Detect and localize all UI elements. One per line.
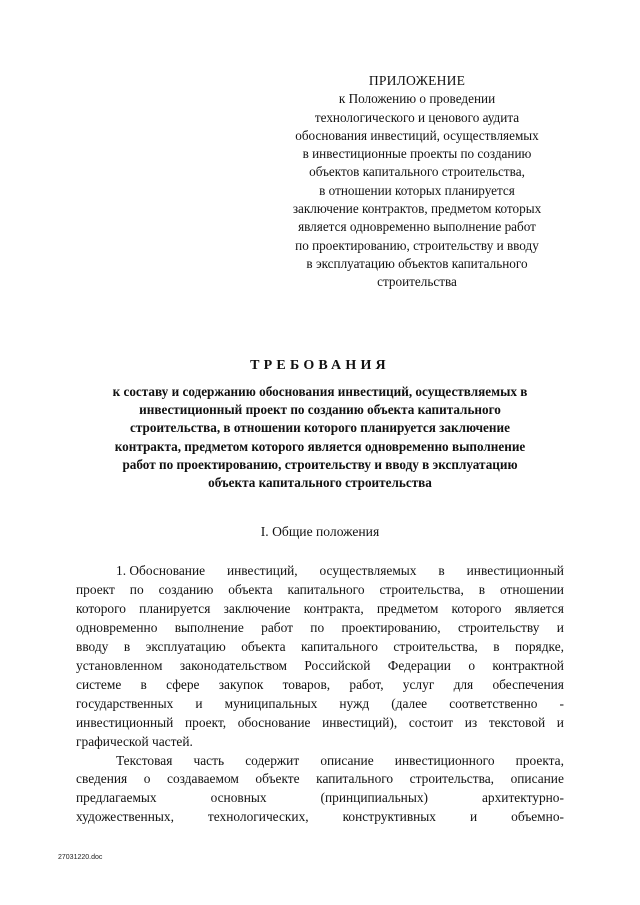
- appendix-line: заключение контрактов, предметом которых: [292, 201, 542, 217]
- subtitle-line: к составу и содержанию обоснования инвестиций, осуществляемых в: [112, 384, 528, 399]
- word: контрактной: [492, 657, 564, 673]
- word: основных: [210, 790, 267, 806]
- text-line: [76, 789, 564, 808]
- word: капитального: [316, 771, 394, 787]
- word: описание: [320, 752, 374, 768]
- word: работ: [261, 619, 293, 635]
- appendix-line: технологического и ценового аудита: [314, 109, 520, 125]
- word: художественных,: [76, 809, 174, 825]
- word: государственных: [76, 695, 174, 711]
- word: объекте: [255, 771, 300, 787]
- word: 1. Обоснование: [116, 563, 206, 578]
- word: инвестиционный: [76, 714, 174, 730]
- appendix-line: в инвестиционные проекты по созданию: [302, 146, 532, 162]
- word: планируется: [139, 600, 211, 616]
- word: в: [493, 638, 500, 654]
- word: -: [559, 695, 564, 711]
- word: нужд: [339, 695, 370, 711]
- word: и: [469, 809, 478, 825]
- word: Федерации: [387, 657, 451, 673]
- word: товаров,: [282, 676, 331, 692]
- appendix-line: к Положению о проведении: [338, 91, 496, 107]
- word: проект,: [184, 714, 227, 730]
- text-line: [76, 657, 564, 676]
- word: является: [514, 600, 564, 616]
- word: технологических,: [207, 809, 309, 825]
- word: и: [556, 619, 564, 635]
- appendix-line: обоснования инвестиций, осуществляемых: [295, 127, 539, 143]
- word: объекта: [241, 638, 286, 654]
- word: состоит: [408, 714, 454, 730]
- subtitle-line: строительства, в отношении которого планируется заключение: [130, 420, 510, 436]
- word: по: [129, 581, 144, 597]
- word: графической частей.: [76, 733, 193, 749]
- section-heading: I. Общие положения: [260, 524, 380, 539]
- text-line: [76, 808, 564, 827]
- word: сведения: [76, 771, 128, 787]
- word: архитектурно-: [481, 790, 564, 806]
- word: соответственно: [449, 695, 538, 711]
- word: инвестиционный: [466, 563, 564, 578]
- word: строительства,: [379, 581, 464, 597]
- text-line: [76, 752, 564, 771]
- word: эксплуатацию: [145, 638, 226, 654]
- text-line: [76, 770, 564, 789]
- word: Российской: [304, 657, 371, 673]
- appendix-heading: ПРИЛОЖЕНИЕ: [368, 73, 466, 88]
- word: одновременно: [76, 619, 158, 635]
- word: услуг: [402, 676, 435, 692]
- word: которого: [76, 600, 126, 616]
- word: вводу: [76, 638, 109, 654]
- word: сфере: [166, 676, 200, 692]
- text-line: [76, 695, 564, 714]
- word: (далее: [391, 695, 428, 711]
- word: работ,: [349, 676, 384, 692]
- word: в: [478, 581, 486, 597]
- subtitle-line: инвестиционный проект по созданию объекта капитального: [139, 402, 501, 418]
- word: о: [143, 771, 151, 787]
- word: системе: [76, 676, 122, 692]
- appendix-line: строительства: [377, 274, 457, 290]
- word: в: [123, 638, 131, 654]
- word: в: [438, 563, 445, 578]
- word: обоснование: [237, 714, 311, 730]
- word: обеспечения: [492, 676, 564, 692]
- subtitle-line: контракта, предметом которого является одновременно выполнение: [114, 438, 526, 454]
- word: порядке,: [515, 638, 564, 654]
- paragraph-2: [76, 752, 564, 828]
- text-line: [76, 619, 564, 638]
- word: заключение: [223, 600, 291, 616]
- word: предлагаемых: [76, 790, 157, 806]
- word: Текстовая: [116, 752, 173, 768]
- word: для: [453, 676, 474, 692]
- word: конструктивных: [342, 809, 436, 825]
- word: текстовой: [488, 714, 546, 730]
- word: которого: [451, 600, 502, 616]
- word: содержит: [245, 752, 300, 768]
- word: инвестиций),: [322, 714, 398, 730]
- text-line: [76, 733, 564, 752]
- word: отношении: [499, 581, 564, 597]
- text-line: [76, 676, 564, 695]
- appendix-line: в отношении которых планируется: [319, 182, 515, 198]
- text-line: [76, 638, 564, 657]
- word: выполнение: [174, 619, 244, 635]
- word: и: [195, 695, 203, 711]
- text-line: [76, 714, 564, 733]
- word: описание: [510, 771, 564, 787]
- word: проекта,: [515, 752, 564, 768]
- word: в: [140, 676, 147, 692]
- word: осуществляемых: [319, 563, 417, 578]
- appendix-line: по проектированию, строительству и вводу: [295, 237, 539, 253]
- word: созданию: [158, 581, 214, 597]
- word: из: [464, 714, 478, 730]
- word: капитального: [300, 638, 378, 654]
- word: создаваемом: [167, 771, 239, 787]
- word: инвестиций,: [226, 563, 298, 578]
- text-line: [76, 562, 564, 581]
- word: предметом: [376, 600, 439, 616]
- word: о: [468, 657, 476, 673]
- appendix-line: является одновременно выполнение работ: [298, 219, 536, 235]
- word: проект: [76, 581, 115, 597]
- requirements-title: ТРЕБОВАНИЯ: [250, 358, 390, 373]
- requirements-subtitle: [60, 383, 580, 492]
- file-name-footer: 27031220.doc: [58, 854, 103, 861]
- subtitle-line: работ по проектированию, строительству и вводу в эксплуатацию: [122, 456, 518, 472]
- text-line: [76, 600, 564, 619]
- word: установленном: [76, 657, 163, 673]
- word: проектированию,: [341, 619, 441, 635]
- appendix-block: [262, 72, 572, 292]
- subtitle-line: объекта капитального строительства: [208, 475, 432, 491]
- word: часть: [193, 752, 225, 768]
- word: муниципальных: [224, 695, 318, 711]
- body-text: [76, 562, 564, 827]
- paragraph-1: [76, 562, 564, 752]
- word: строительства,: [409, 771, 495, 787]
- appendix-line: объектов капитального строительства,: [309, 164, 525, 180]
- word: инвестиционного: [394, 752, 495, 768]
- word: закупок: [218, 676, 264, 692]
- word: и: [556, 714, 564, 730]
- word: объекта: [228, 581, 273, 597]
- word: законодательством: [179, 657, 288, 673]
- word: капитального: [287, 581, 365, 597]
- word: по: [310, 619, 325, 635]
- word: (принципиальных): [320, 790, 429, 806]
- appendix-line: в эксплуатацию объектов капитального: [306, 255, 528, 271]
- word: объемно-: [511, 809, 564, 825]
- text-line: [76, 581, 564, 600]
- word: строительству: [458, 619, 540, 635]
- word: строительства,: [393, 638, 478, 654]
- word: контракта,: [303, 600, 364, 616]
